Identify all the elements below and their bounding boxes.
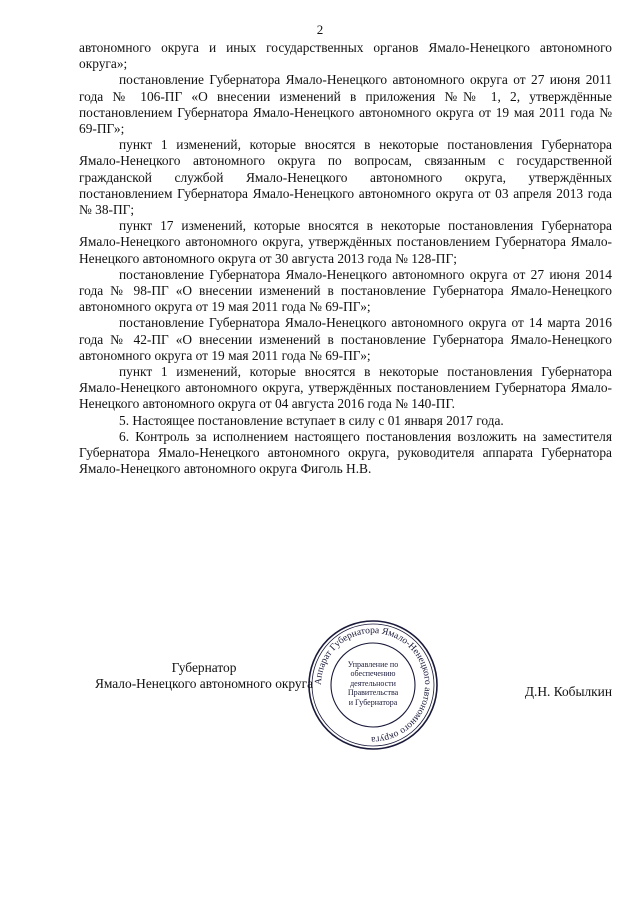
signatory-region: Ямало-Ненецкого автономного округа [94,676,314,692]
paragraph: 6. Контроль за исполнением настоящего постановления возложить на заместителя Губернатора Ямало-Ненецкого автономного округа, руководителя аппарата Губернатора Ямало-Ненецкого автономного округа Фиголь Н.В. [79,428,612,477]
paragraph: пункт 1 изменений, которые вносятся в некоторые постановления Губернатора Ямало-Ненецкого автономного округа, утверждённых постановлением Губернатора Ямало-Ненецкого автономного округа от 04 августа 2016 года № 140-ПГ. [79,364,612,412]
paragraph: автономного округа и иных государственных органов Ямало-Ненецкого автономного округа»; [79,40,612,72]
paragraph: постановление Губернатора Ямало-Ненецкого автономного округа от 27 июня 2014 года № 98-ПГ «О внесении изменений в постановление Губернатора Ямало-Ненецкого автономного округа от 19 мая 2011 года № 69-ПГ»; [79,266,612,315]
paragraph: постановление Губернатора Ямало-Ненецкого автономного округа от 27 июня 2011 года № 106-ПГ «О внесении изменений в приложения №№ 1, 2, утверждённые постановлением Губернатора Ямало-Ненецкого автономного округа от 19 мая 2011 года № 69-ПГ»; [79,72,612,137]
paragraph: 5. Настоящее постановление вступает в силу с 01 января 2017 года. [119,412,504,428]
seal-center-text [340,660,406,707]
seal-line: и Губернатора [348,697,398,707]
paragraph: пункт 17 изменений, которые вносятся в некоторые постановления Губернатора Ямало-Ненецкого автономного округа, утверждённых постановлением Губернатора Ямало-Ненецкого автономного округа от 30 августа 2013 года № 128-ПГ; [79,218,612,266]
signatory-name: Д.Н. Кобылкин [524,684,612,699]
paragraph: пункт 1 изменений, которые вносятся в некоторые постановления Губернатора Ямало-Ненецкого автономного округа по вопросам, связанным с государственной гражданской службой Ямало-Ненецкого автономного округа, утверждённых постановлением Губернатора Ямало-Ненецкого автономного округа от 03 апреля 2013 года № 38-ПГ; [79,137,612,218]
seal-ring-text: Аппарат Губернатора Ямало-Ненецкого автономного округа [312,624,434,746]
page-number: 2 [316,22,324,37]
seal-line: обеспечению [350,669,396,679]
document-body [79,40,612,477]
official-seal-stamp [306,618,440,752]
seal-line: Управление по [347,660,399,669]
signatory-position [79,660,329,692]
signatory-title: Губернатор [171,660,237,675]
seal-line: Правительства [347,688,399,698]
seal-line: деятельности [350,678,396,688]
paragraph: постановление Губернатора Ямало-Ненецкого автономного округа от 14 марта 2016 года № 42-ПГ «О внесении изменений в постановление Губернатора Ямало-Ненецкого автономного округа от 19 мая 2011 года № 69-ПГ»; [79,315,612,363]
